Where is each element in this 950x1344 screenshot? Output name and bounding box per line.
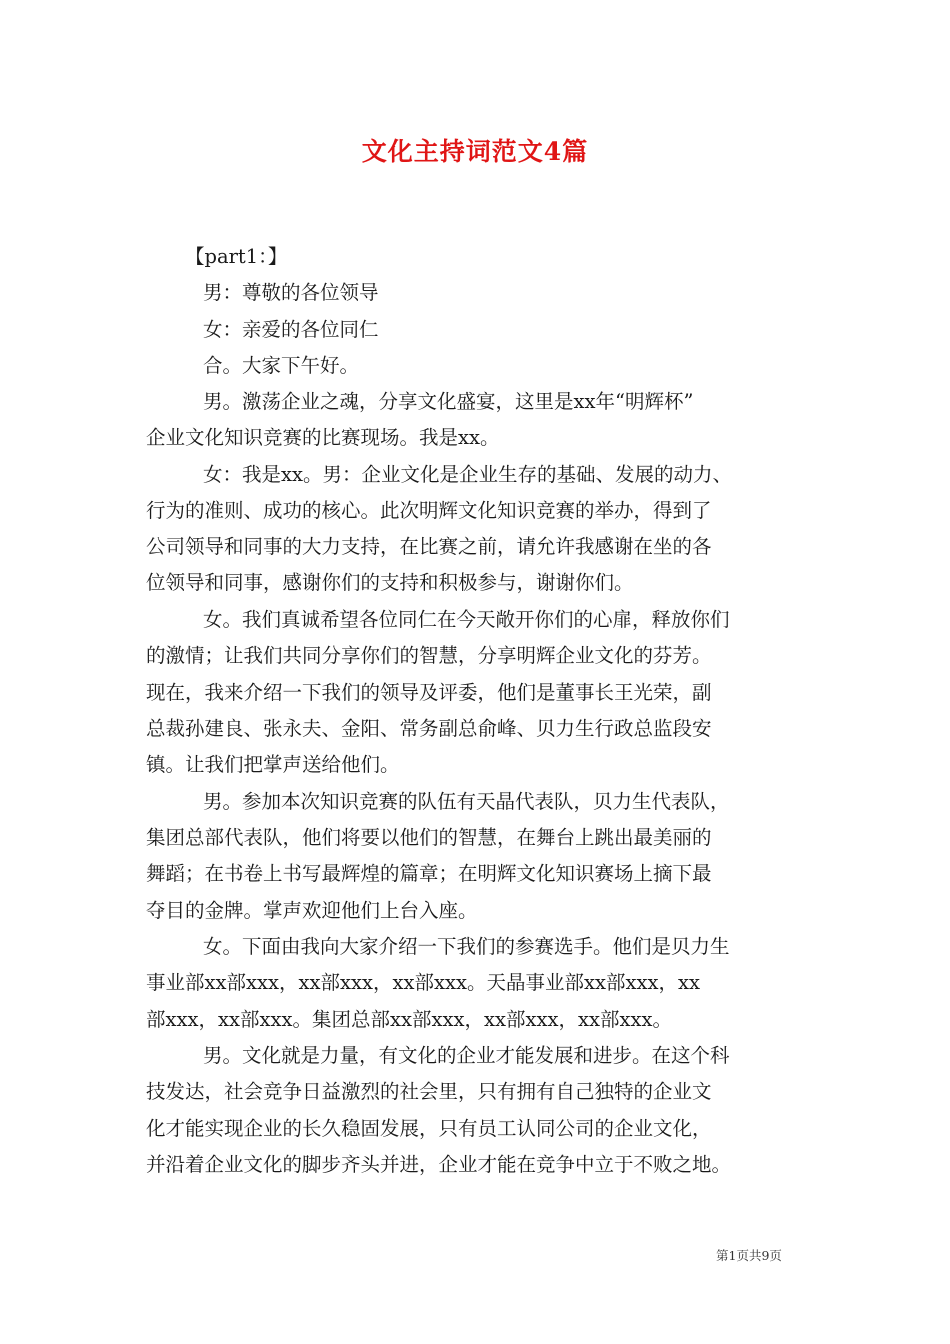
text-line: 公司领导和同事的大力支持，在比赛之前，请允许我感谢在坐的各 xyxy=(146,535,712,558)
text-line: 镇。让我们把掌声送给他们。 xyxy=(146,753,400,776)
text-line: 女：亲爱的各位同仁 xyxy=(203,318,379,341)
text-line: 女：我是xx。男：企业文化是企业生存的基础、发展的动力、 xyxy=(203,463,732,486)
text-line: 企业文化知识竞赛的比赛现场。我是xx。 xyxy=(146,426,500,449)
text-line: 的激情；让我们共同分享你们的智慧，分享明辉企业文化的芬芳。 xyxy=(146,644,712,667)
text-line: 女。下面由我向大家介绍一下我们的参赛选手。他们是贝力生 xyxy=(203,935,730,958)
text-line: 男。文化就是力量，有文化的企业才能发展和进步。在这个科 xyxy=(203,1044,730,1067)
text-line: 合。大家下午好。 xyxy=(203,354,360,377)
text-line: 事业部xx部xxx，xx部xxx，xx部xxx。天晶事业部xx部xxx，xx xyxy=(146,971,700,994)
text-line: 集团总部代表队，他们将要以他们的智慧，在舞台上跳出最美丽的 xyxy=(146,826,712,849)
text-line: 男。参加本次知识竞赛的队伍有天晶代表队，贝力生代表队， xyxy=(203,790,730,813)
text-line: 总裁孙建良、张永夫、金阳、常务副总俞峰、贝力生行政总监段安 xyxy=(146,717,712,740)
text-line: 位领导和同事，感谢你们的支持和积极参与，谢谢你们。 xyxy=(146,571,634,594)
page-number-footer: 第1页共9页 xyxy=(716,1248,782,1263)
text-line: 化才能实现企业的长久稳固发展，只有员工认同公司的企业文化， xyxy=(146,1117,712,1140)
text-line: 行为的准则、成功的核心。此次明辉文化知识竞赛的举办，得到了 xyxy=(146,499,712,522)
text-line: 并沿着企业文化的脚步齐头并进，企业才能在竞争中立于不败之地。 xyxy=(146,1153,732,1176)
text-line: 现在，我来介绍一下我们的领导及评委，他们是董事长王光荣，副 xyxy=(146,681,712,704)
text-line: 男：尊敬的各位领导 xyxy=(203,281,379,304)
text-line: 【part1：】 xyxy=(185,245,288,268)
text-line: 舞蹈；在书卷上书写最辉煌的篇章；在明辉文化知识赛场上摘下最 xyxy=(146,862,712,885)
document-title: 文化主持词范文4篇 xyxy=(361,137,589,166)
text-line: 技发达，社会竞争日益激烈的社会里，只有拥有自己独特的企业文 xyxy=(146,1080,712,1103)
text-line: 男。激荡企业之魂，分享文化盛宴，这里是xx年“明辉杯” xyxy=(203,390,694,413)
text-line: 女。我们真诚希望各位同仁在今天敞开你们的心扉，释放你们 xyxy=(203,608,730,631)
text-line: 部xxx，xx部xxx。集团总部xx部xxx，xx部xxx，xx部xxx。 xyxy=(146,1008,672,1031)
text-line: 夺目的金牌。掌声欢迎他们上台入座。 xyxy=(146,899,478,922)
